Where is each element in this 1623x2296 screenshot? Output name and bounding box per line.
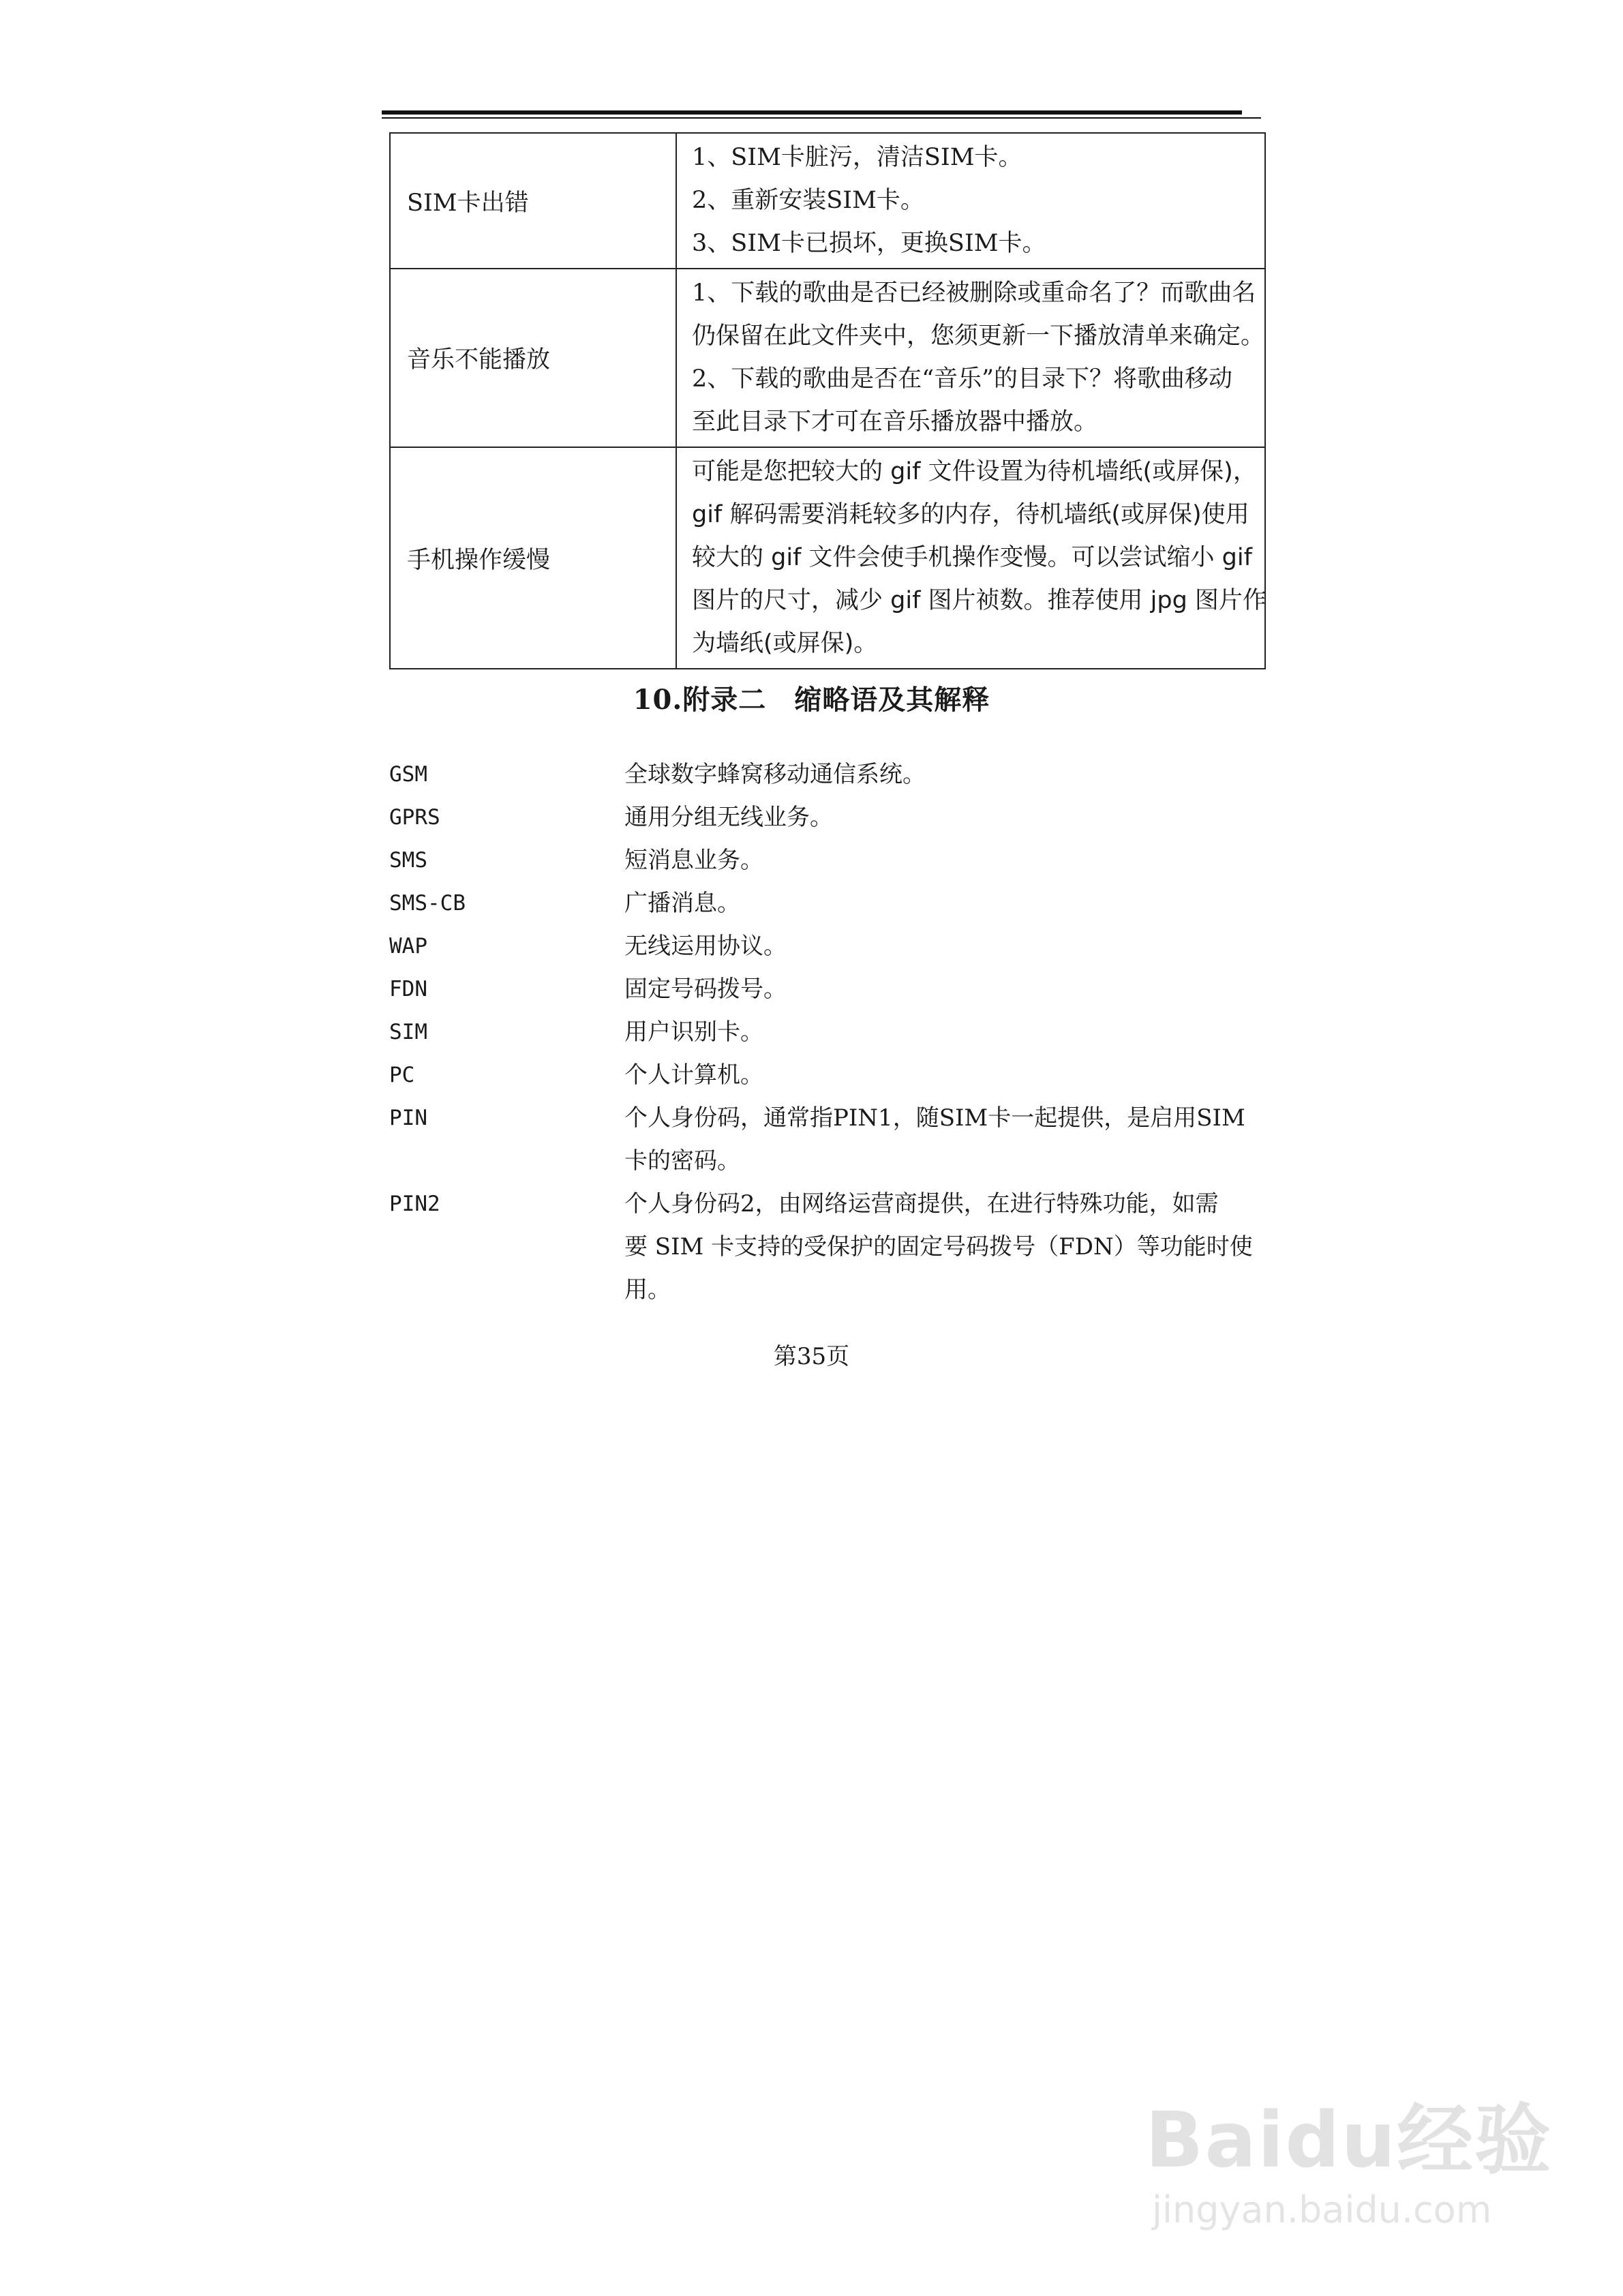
list-item: [389, 1183, 1269, 1312]
list-item: [389, 839, 1269, 882]
definition-line: 无线运用协议。: [624, 933, 787, 960]
solution-cell: [676, 133, 1265, 269]
abbreviation-definition: [624, 1054, 1269, 1097]
problem-label: 手机操作缓慢: [407, 546, 551, 574]
table-row: [390, 269, 1265, 447]
troubleshooting-table: [389, 132, 1266, 669]
list-item: [389, 1054, 1269, 1097]
abbreviation-term: SMS-CB: [389, 891, 466, 916]
solution-line: 可能是您把较大的 gif 文件设置为待机墙纸(或屏保)，: [692, 458, 1257, 485]
problem-cell: [390, 447, 676, 669]
definition-line: 通用分组无线业务。: [624, 804, 833, 831]
abbreviation-definition: [624, 1011, 1269, 1054]
abbreviation-definition: [624, 925, 1269, 968]
abbreviation-term: SIM: [389, 1020, 427, 1044]
table-row: [390, 133, 1265, 269]
definition-line: 短消息业务。: [624, 847, 763, 874]
abbreviation-term: PIN2: [389, 1192, 440, 1216]
solution-line: 为墙纸(或屏保)。: [692, 630, 878, 657]
solution-line: 较大的 gif 文件会使手机操作变慢。可以尝试缩小 gif: [692, 544, 1252, 571]
abbreviation-term: PIN: [389, 1106, 427, 1130]
abbreviation-definition: [624, 796, 1269, 839]
header-rule-thin: [382, 117, 1261, 119]
solution-line: 图片的尺寸，减少 gif 图片祯数。推荐使用 jpg 图片作: [692, 587, 1266, 614]
section-title: 10.附录二 缩略语及其解释: [633, 684, 990, 716]
abbreviation-list: [389, 753, 1269, 1312]
problem-label: 音乐不能播放: [407, 346, 551, 374]
abbreviation-term: WAP: [389, 934, 427, 958]
abbreviation-definition: [624, 1183, 1269, 1312]
solution-line: 仍保留在此文件夹中，您须更新一下播放清单来确定。: [692, 322, 1265, 350]
abbreviation-definition: [624, 839, 1269, 882]
abbreviation-definition: [624, 882, 1269, 925]
solution-line: gif 解码需要消耗较多的内存，待机墙纸(或屏保)使用: [692, 501, 1249, 528]
definition-line: 个人身份码，通常指PIN1，随SIM卡一起提供，是启用SIM: [624, 1104, 1245, 1132]
solution-cell: [676, 447, 1265, 669]
definition-line: 个人身份码2，由网络运营商提供，在进行特殊功能，如需: [624, 1190, 1219, 1218]
list-item: [389, 1011, 1269, 1054]
definition-line: 用。: [624, 1276, 671, 1303]
header-rule-thick: [382, 110, 1242, 115]
list-item: [389, 925, 1269, 968]
solution-line: 至此目录下才可在音乐播放器中播放。: [692, 408, 1098, 436]
header-rule: [382, 110, 1261, 119]
solution-line: 1、下载的歌曲是否已经被删除或重命名了？而歌曲名: [692, 280, 1256, 307]
definition-line: 个人计算机。: [624, 1061, 763, 1089]
problem-cell: [390, 269, 676, 447]
abbreviation-term: SMS: [389, 848, 427, 873]
solution-line: 3、SIM卡已损坏，更换SIM卡。: [692, 230, 1046, 257]
problem-cell: [390, 133, 676, 269]
list-item: [389, 882, 1269, 925]
abbreviation-definition: [624, 753, 1269, 796]
definition-line: 用户识别卡。: [624, 1018, 763, 1046]
page-number: 第35页: [773, 1343, 850, 1370]
solution-line: 2、重新安装SIM卡。: [692, 187, 924, 214]
solution-cell: [676, 269, 1265, 447]
definition-line: 要 SIM 卡支持的受保护的固定号码拨号（FDN）等功能时使: [624, 1233, 1253, 1260]
abbreviation-term: FDN: [389, 977, 427, 1001]
definition-line: 全球数字蜂窝移动通信系统。: [624, 761, 926, 788]
list-item: [389, 968, 1269, 1011]
solution-line: 1、SIM卡脏污，清洁SIM卡。: [692, 144, 1022, 171]
baidu-jingyan-watermark: [1145, 2079, 1568, 2256]
watermark-url: jingyan.baidu.com: [1152, 2188, 1492, 2231]
definition-line: 固定号码拨号。: [624, 976, 787, 1003]
list-item: [389, 753, 1269, 796]
abbreviation-term: PC: [389, 1063, 415, 1087]
abbreviation-term: GSM: [389, 762, 427, 787]
list-item: [389, 1097, 1269, 1183]
problem-label: SIM卡出错: [407, 189, 529, 217]
definition-line: 广播消息。: [624, 890, 740, 917]
abbreviation-term: GPRS: [389, 805, 440, 830]
solution-line: 2、下载的歌曲是否在“音乐”的目录下？将歌曲移动: [692, 365, 1233, 393]
watermark-logo: Baidu经验: [1145, 2096, 1553, 2185]
table-row: [390, 447, 1265, 669]
abbreviation-definition: [624, 1097, 1269, 1183]
abbreviation-definition: [624, 968, 1269, 1011]
definition-line: 卡的密码。: [624, 1147, 740, 1175]
list-item: [389, 796, 1269, 839]
